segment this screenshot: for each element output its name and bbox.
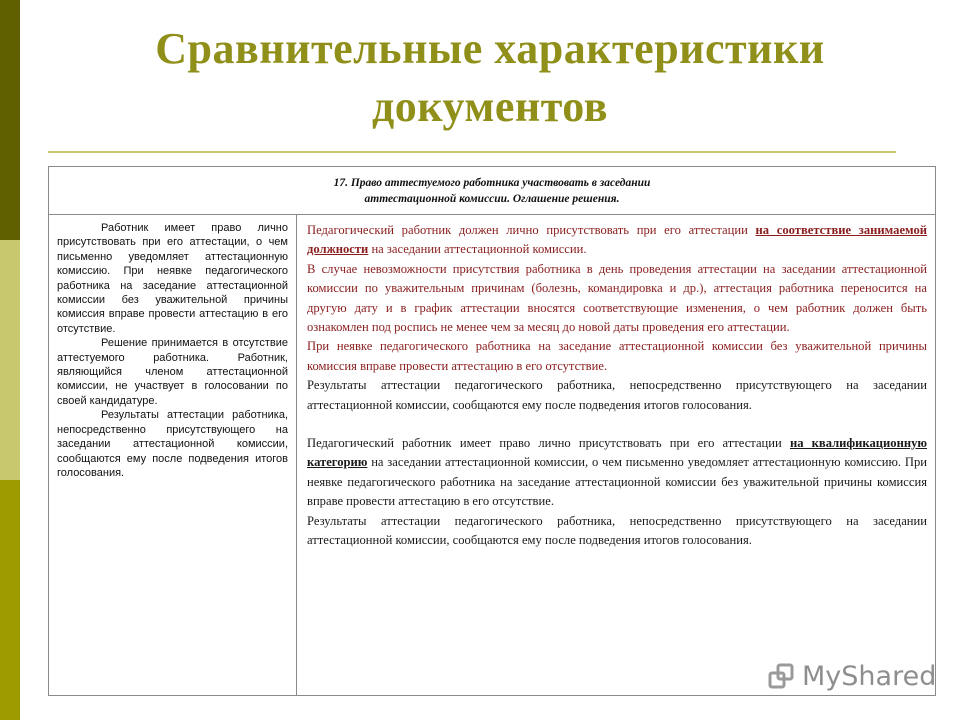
slide-title-line2: документов: [372, 82, 608, 131]
table-header-line1: 17. Право аттестуемого работника участвовать в заседании: [333, 177, 651, 189]
table-header: [49, 167, 935, 215]
right-paragraph: При неявке педагогического работника на заседание аттестационной комиссии без уважительной причины комиссия вправе провести аттестацию в его отсутствие.: [307, 339, 927, 373]
share-icon: [766, 661, 796, 691]
watermark-text: MyShared: [802, 660, 937, 692]
right-paragraph: Результаты аттестации педагогического работника, непосредственно присутствующего на заседании аттестационной комиссии, сообщаются ему после подведения итогов голосования.: [307, 513, 927, 548]
watermark: [766, 656, 936, 696]
text-run: на заседании аттестационной комиссии, о чем письменно уведомляет аттестационную комиссию. При неявке педагогического работника на заседание аттестационной комиссии без уважительной причины комиссия вправе провести аттестацию в его отсутствие.: [307, 455, 927, 509]
slide-title-line1: Сравнительные характеристики: [155, 24, 825, 73]
comparison-table: [48, 166, 936, 696]
title-divider: [48, 151, 896, 153]
right-paragraph: Результаты аттестации педагогического работника, непосредственно присутствующего на заседании аттестационной комиссии, сообщаются ему после подведения итогов голосования.: [307, 378, 927, 412]
text-run: на заседании аттестационной комиссии.: [368, 242, 587, 257]
side-bar-top: [0, 0, 20, 240]
emphasis-text: на соответствие занимаемой должности: [307, 223, 928, 257]
slide-title: [40, 20, 940, 136]
left-paragraph: Работник имеет право лично присутствовать при его аттестации, о чем письменно уведомляет аттестационную комиссию. При неявке педагогического работника на заседание аттестационной комиссии без уважительной причины комиссия вправе провести аттестацию в его отсутствие.: [57, 222, 288, 335]
right-paragraph: [307, 434, 927, 512]
text-run: Педагогический работник должен лично присутствовать при его аттестации: [307, 223, 756, 237]
right-paragraph: В случае невозможности присутствия работника в день проведения аттестации на заседании аттестационной комиссии по уважительным причинам (болезнь, командировка и др.), аттестация работника переносится на другую дату и в график аттестации вносятся соответствующие изменения, о чем работник должен быть ознакомлен под роспись не менее чем за месяц до новой даты проведения его аттестации.: [307, 261, 927, 335]
right-paragraph: [307, 221, 927, 260]
side-bar-bottom: [0, 480, 20, 720]
emphasis-text: на квалификационную категорию: [307, 436, 928, 470]
text-run: Педагогический работник имеет право лично присутствовать при его аттестации: [307, 436, 790, 451]
left-paragraph: Результаты аттестации работника, непосредственно присутствующего на заседании аттестационной комиссии, сообщаются ему после подведения итогов голосования.: [57, 409, 288, 479]
paragraph-gap: [307, 415, 927, 434]
right-column: [297, 215, 935, 695]
left-column: [49, 215, 297, 695]
side-bar-middle: [0, 240, 20, 480]
table-header-line2: аттестационной комиссии. Оглашение решения.: [364, 193, 620, 205]
left-paragraph: Решение принимается в отсутствие аттестуемого работника. Работник, являющийся членом аттестационной комиссии, не участвует в голосовании по своей кандидатуре.: [57, 337, 288, 407]
